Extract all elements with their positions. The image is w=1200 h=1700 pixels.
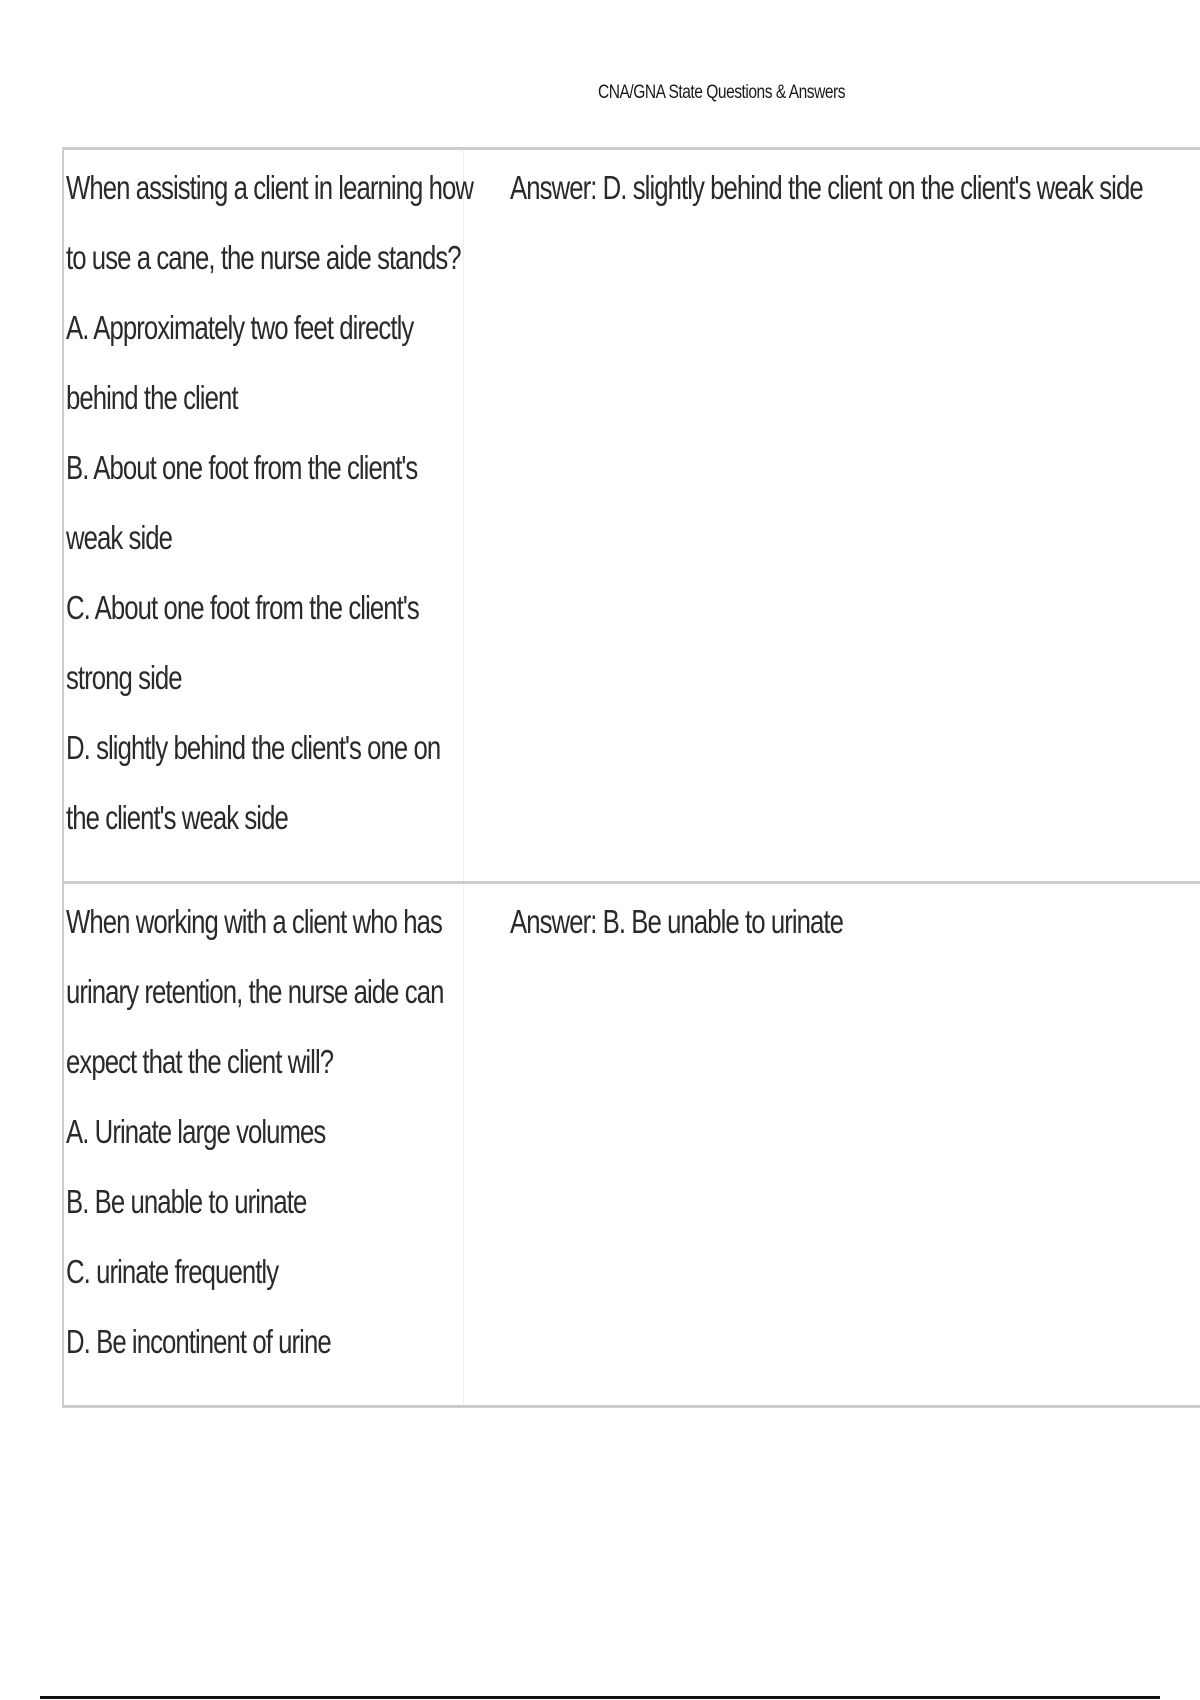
option-line: D. Be incontinent of urine bbox=[66, 1323, 331, 1360]
option-line: C. urinate frequently bbox=[66, 1253, 279, 1290]
option-line: A. Approximately two feet directly bbox=[66, 309, 414, 346]
answer-cell bbox=[464, 150, 1200, 881]
option-line: B. Be unable to urinate bbox=[66, 1183, 307, 1220]
option-line: behind the client bbox=[66, 379, 238, 416]
qa-row bbox=[62, 147, 1200, 881]
question-line: When assisting a client in learning how bbox=[66, 169, 474, 206]
option-line: strong side bbox=[66, 659, 182, 696]
option-line: D. slightly behind the client's one on bbox=[66, 729, 441, 766]
answer-text: Answer: D. slightly behind the client on the client's weak side bbox=[510, 169, 1143, 206]
qa-row bbox=[62, 881, 1200, 1408]
question-cell bbox=[64, 150, 474, 881]
option-line: weak side bbox=[66, 519, 173, 556]
option-line: B. About one foot from the client's bbox=[66, 449, 418, 486]
question-line: urinary retention, the nurse aide can bbox=[66, 973, 444, 1010]
option-line: A. Urinate large volumes bbox=[66, 1113, 326, 1150]
qa-table bbox=[62, 147, 1200, 1408]
option-line: C. About one foot from the client's bbox=[66, 589, 419, 626]
answer-text: Answer: B. Be unable to urinate bbox=[510, 903, 843, 940]
question-cell bbox=[64, 884, 464, 1405]
footer-rule bbox=[40, 1696, 1160, 1699]
question-line: to use a cane, the nurse aide stands? bbox=[66, 239, 461, 276]
page-header: CNA/GNA State Questions & Answers bbox=[598, 82, 846, 103]
option-line: the client's weak side bbox=[66, 799, 288, 836]
question-line: When working with a client who has bbox=[66, 903, 442, 940]
answer-cell bbox=[464, 884, 1200, 1405]
question-line: expect that the client will? bbox=[66, 1043, 334, 1080]
